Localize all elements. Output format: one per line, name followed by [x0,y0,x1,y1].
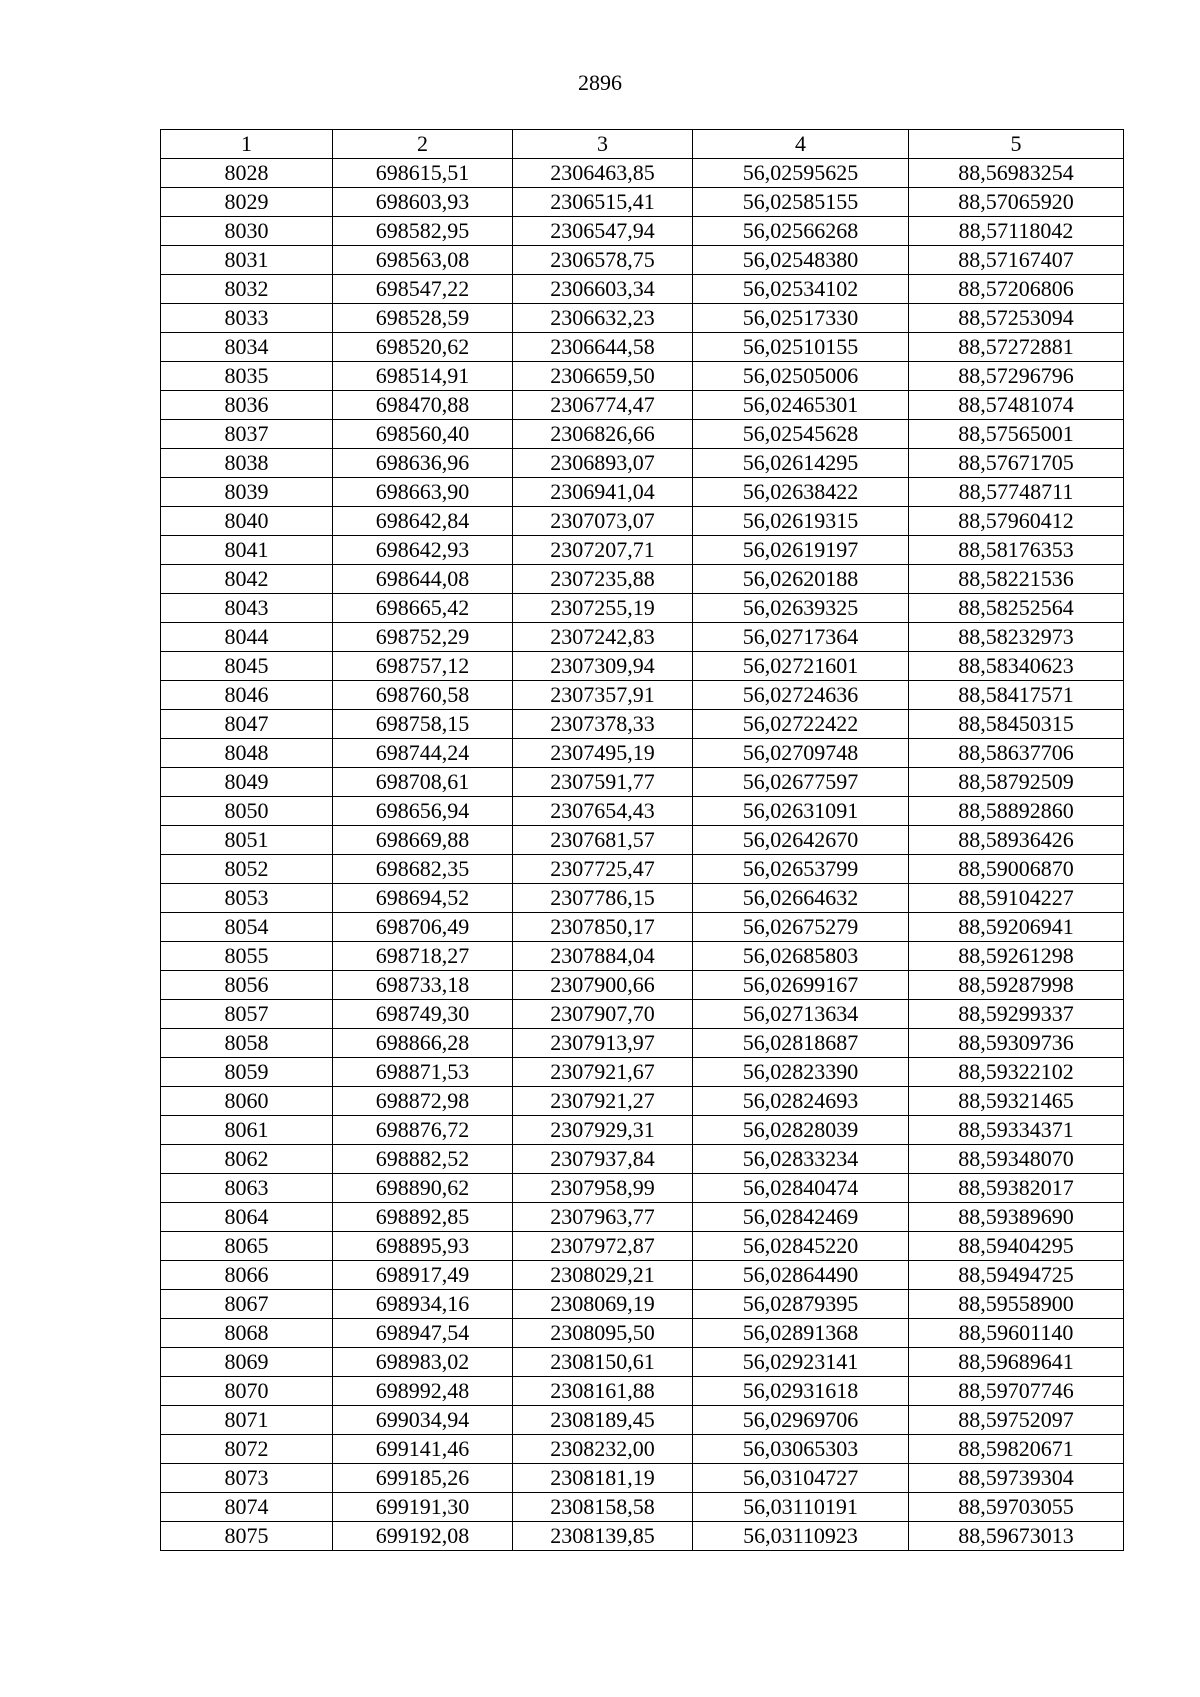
table-cell: 2307913,97 [513,1029,693,1058]
table-cell: 56,02722422 [693,710,909,739]
table-cell: 56,03110923 [693,1522,909,1551]
table-cell: 56,02823390 [693,1058,909,1087]
table-cell: 698876,72 [333,1116,513,1145]
table-cell: 2307963,77 [513,1203,693,1232]
table-cell: 56,02638422 [693,478,909,507]
table-cell: 88,58792509 [909,768,1124,797]
table-row [161,275,1124,304]
table-cell: 8052 [161,855,333,884]
table-cell: 698470,88 [333,391,513,420]
table-cell: 88,58892860 [909,797,1124,826]
table-row [161,246,1124,275]
table-cell: 698866,28 [333,1029,513,1058]
table-cell: 8037 [161,420,333,449]
table-cell: 698749,30 [333,1000,513,1029]
table-cell: 56,02931618 [693,1377,909,1406]
table-row [161,1435,1124,1464]
table-cell: 88,59348070 [909,1145,1124,1174]
table-cell: 56,02505006 [693,362,909,391]
table-row [161,304,1124,333]
table-cell: 2307921,27 [513,1087,693,1116]
table-cell: 8048 [161,739,333,768]
table-cell: 698642,84 [333,507,513,536]
table-cell: 88,59382017 [909,1174,1124,1203]
table-cell: 2308069,19 [513,1290,693,1319]
table-cell: 88,57167407 [909,246,1124,275]
table-cell: 698882,52 [333,1145,513,1174]
table-row [161,362,1124,391]
table-cell: 2306826,66 [513,420,693,449]
table-cell: 8033 [161,304,333,333]
table-cell: 56,02548380 [693,246,909,275]
table-cell: 8045 [161,652,333,681]
table-cell: 2306893,07 [513,449,693,478]
table-cell: 8036 [161,391,333,420]
table-cell: 8063 [161,1174,333,1203]
table-cell: 56,02724636 [693,681,909,710]
table-cell: 2307357,91 [513,681,693,710]
table-cell: 698636,96 [333,449,513,478]
table-cell: 2307929,31 [513,1116,693,1145]
table-cell: 88,59601140 [909,1319,1124,1348]
table-cell: 56,02845220 [693,1232,909,1261]
table-cell: 8067 [161,1290,333,1319]
table-cell: 56,02824693 [693,1087,909,1116]
table-cell: 698917,49 [333,1261,513,1290]
table-cell: 2306578,75 [513,246,693,275]
table-cell: 698706,49 [333,913,513,942]
table-cell: 2307073,07 [513,507,693,536]
table-cell: 8061 [161,1116,333,1145]
table-cell: 2306463,85 [513,159,693,188]
table-cell: 698758,15 [333,710,513,739]
table-cell: 8042 [161,565,333,594]
table-cell: 8068 [161,1319,333,1348]
table-cell: 56,02534102 [693,275,909,304]
table-cell: 56,02717364 [693,623,909,652]
table-cell: 88,58252564 [909,594,1124,623]
table-row [161,159,1124,188]
table-cell: 698642,93 [333,536,513,565]
table-row [161,536,1124,565]
table-cell: 88,57481074 [909,391,1124,420]
table-row [161,1058,1124,1087]
table-cell: 8056 [161,971,333,1000]
table-cell: 2307900,66 [513,971,693,1000]
table-row [161,1464,1124,1493]
table-cell: 698514,91 [333,362,513,391]
table-cell: 88,57748711 [909,478,1124,507]
column-header: 1 [161,130,333,159]
table-cell: 8047 [161,710,333,739]
table-cell: 2307681,57 [513,826,693,855]
table-cell: 698582,95 [333,217,513,246]
table-cell: 8031 [161,246,333,275]
table-cell: 2306774,47 [513,391,693,420]
table-cell: 88,59299337 [909,1000,1124,1029]
table-row [161,623,1124,652]
table-cell: 2307786,15 [513,884,693,913]
table-cell: 2307255,19 [513,594,693,623]
table-cell: 88,58176353 [909,536,1124,565]
table-cell: 698708,61 [333,768,513,797]
table-row [161,768,1124,797]
table-cell: 56,02709748 [693,739,909,768]
table-cell: 88,57272881 [909,333,1124,362]
table-cell: 2308189,45 [513,1406,693,1435]
table-cell: 56,02721601 [693,652,909,681]
table-cell: 8034 [161,333,333,362]
table-cell: 56,02833234 [693,1145,909,1174]
table-row [161,971,1124,1000]
table-cell: 698872,98 [333,1087,513,1116]
table-cell: 88,59707746 [909,1377,1124,1406]
table-row [161,797,1124,826]
table-cell: 698669,88 [333,826,513,855]
table-cell: 88,57960412 [909,507,1124,536]
table-cell: 88,58450315 [909,710,1124,739]
table-cell: 698563,08 [333,246,513,275]
table-row [161,217,1124,246]
table-row [161,884,1124,913]
column-header: 3 [513,130,693,159]
table-cell: 8028 [161,159,333,188]
table-row [161,420,1124,449]
table-cell: 8075 [161,1522,333,1551]
table-cell: 56,02566268 [693,217,909,246]
table-cell: 88,57206806 [909,275,1124,304]
table-row [161,681,1124,710]
table-row [161,1174,1124,1203]
table-cell: 8051 [161,826,333,855]
table-header-row [161,130,1124,159]
table-row [161,652,1124,681]
table-cell: 88,57253094 [909,304,1124,333]
table-row [161,507,1124,536]
table-cell: 8035 [161,362,333,391]
table-cell: 2306632,23 [513,304,693,333]
table-cell: 8066 [161,1261,333,1290]
table-cell: 8041 [161,536,333,565]
table-row [161,478,1124,507]
table-cell: 56,02595625 [693,159,909,188]
table-cell: 2306644,58 [513,333,693,362]
table-cell: 56,03110191 [693,1493,909,1522]
table-cell: 698744,24 [333,739,513,768]
table-cell: 2307378,33 [513,710,693,739]
table-cell: 698656,94 [333,797,513,826]
table-cell: 8040 [161,507,333,536]
table-cell: 2307958,99 [513,1174,693,1203]
table-row [161,913,1124,942]
table-cell: 2306547,94 [513,217,693,246]
table-cell: 8054 [161,913,333,942]
table-cell: 56,02864490 [693,1261,909,1290]
table-cell: 8039 [161,478,333,507]
table-cell: 8070 [161,1377,333,1406]
table-cell: 88,59752097 [909,1406,1124,1435]
table-cell: 88,59820671 [909,1435,1124,1464]
table-cell: 698644,08 [333,565,513,594]
page-number: 2896 [578,70,622,95]
table-cell: 2308139,85 [513,1522,693,1551]
table-row [161,594,1124,623]
table-row [161,1522,1124,1551]
table-cell: 88,59739304 [909,1464,1124,1493]
table-cell: 698892,85 [333,1203,513,1232]
table-cell: 2306941,04 [513,478,693,507]
table-cell: 2308029,21 [513,1261,693,1290]
table-cell: 2307972,87 [513,1232,693,1261]
table-cell: 698752,29 [333,623,513,652]
table-cell: 698871,53 [333,1058,513,1087]
column-header: 4 [693,130,909,159]
table-cell: 88,59334371 [909,1116,1124,1145]
table-cell: 698934,16 [333,1290,513,1319]
table-cell: 2308095,50 [513,1319,693,1348]
table-cell: 8062 [161,1145,333,1174]
table-cell: 2307235,88 [513,565,693,594]
table-row [161,1348,1124,1377]
table-row [161,449,1124,478]
table-cell: 8071 [161,1406,333,1435]
table-cell: 698528,59 [333,304,513,333]
table-cell: 8058 [161,1029,333,1058]
table-cell: 88,58936426 [909,826,1124,855]
table-cell: 2308150,61 [513,1348,693,1377]
table-cell: 88,59261298 [909,942,1124,971]
table-cell: 88,58417571 [909,681,1124,710]
table-cell: 88,59309736 [909,1029,1124,1058]
table-cell: 88,58232973 [909,623,1124,652]
table-cell: 8049 [161,768,333,797]
table-cell: 2307495,19 [513,739,693,768]
table-cell: 56,02677597 [693,768,909,797]
table-cell: 8044 [161,623,333,652]
table-row [161,942,1124,971]
table-row [161,1290,1124,1319]
table-cell: 698733,18 [333,971,513,1000]
table-cell: 56,02891368 [693,1319,909,1348]
table-cell: 56,02653799 [693,855,909,884]
table-row [161,333,1124,362]
table-cell: 698603,93 [333,188,513,217]
table-cell: 8065 [161,1232,333,1261]
table-cell: 88,59558900 [909,1290,1124,1319]
table-row [161,710,1124,739]
table-cell: 88,59104227 [909,884,1124,913]
table-row [161,1000,1124,1029]
table-cell: 698615,51 [333,159,513,188]
table-cell: 2306659,50 [513,362,693,391]
table-cell: 2307921,67 [513,1058,693,1087]
table-cell: 2306603,34 [513,275,693,304]
table-cell: 88,59673013 [909,1522,1124,1551]
table-row [161,1087,1124,1116]
table-row [161,1116,1124,1145]
table-cell: 2308161,88 [513,1377,693,1406]
table-cell: 88,58637706 [909,739,1124,768]
table-cell: 698890,62 [333,1174,513,1203]
table-cell: 88,59287998 [909,971,1124,1000]
table-cell: 56,02614295 [693,449,909,478]
column-header: 2 [333,130,513,159]
table-cell: 88,59322102 [909,1058,1124,1087]
table-cell: 2307591,77 [513,768,693,797]
table-cell: 56,02969706 [693,1406,909,1435]
table-cell: 2307884,04 [513,942,693,971]
table-cell: 8059 [161,1058,333,1087]
table-cell: 699192,08 [333,1522,513,1551]
table-cell: 8057 [161,1000,333,1029]
table-cell: 56,02545628 [693,420,909,449]
table-cell: 56,02664632 [693,884,909,913]
table-cell: 8074 [161,1493,333,1522]
table-cell: 56,02620188 [693,565,909,594]
table-row [161,1261,1124,1290]
table-cell: 698757,12 [333,652,513,681]
table-cell: 88,58340623 [909,652,1124,681]
table-cell: 2307937,84 [513,1145,693,1174]
table-cell: 56,02465301 [693,391,909,420]
table-cell: 8029 [161,188,333,217]
table-cell: 2307309,94 [513,652,693,681]
table-cell: 8072 [161,1435,333,1464]
table-row [161,1029,1124,1058]
table-cell: 698520,62 [333,333,513,362]
table-cell: 56,02685803 [693,942,909,971]
table-cell: 698718,27 [333,942,513,971]
table-cell: 56,03065303 [693,1435,909,1464]
table-cell: 8050 [161,797,333,826]
table-cell: 56,02642670 [693,826,909,855]
coordinates-table [160,129,1124,1551]
table-cell: 2307907,70 [513,1000,693,1029]
table-row [161,855,1124,884]
table-cell: 699191,30 [333,1493,513,1522]
table-cell: 56,02585155 [693,188,909,217]
table-row [161,565,1124,594]
table-cell: 2308181,19 [513,1464,693,1493]
table-cell: 56,02675279 [693,913,909,942]
table-cell: 2307242,83 [513,623,693,652]
table-cell: 88,59389690 [909,1203,1124,1232]
table-cell: 56,02879395 [693,1290,909,1319]
table-cell: 698682,35 [333,855,513,884]
table-cell: 88,59206941 [909,913,1124,942]
table-cell: 8073 [161,1464,333,1493]
table-cell: 8064 [161,1203,333,1232]
table-row [161,1406,1124,1435]
table-cell: 698560,40 [333,420,513,449]
table-row [161,1145,1124,1174]
table-cell: 2308232,00 [513,1435,693,1464]
table-cell: 88,57565001 [909,420,1124,449]
table-cell: 8032 [161,275,333,304]
table-cell: 88,59006870 [909,855,1124,884]
table-cell: 56,03104727 [693,1464,909,1493]
table-cell: 88,57296796 [909,362,1124,391]
table-cell: 8043 [161,594,333,623]
table-cell: 8053 [161,884,333,913]
table-row [161,1232,1124,1261]
table-row [161,739,1124,768]
table-cell: 88,58221536 [909,565,1124,594]
table-cell: 698760,58 [333,681,513,710]
table-cell: 698694,52 [333,884,513,913]
table-cell: 56,02840474 [693,1174,909,1203]
table-row [161,1493,1124,1522]
table-cell: 56,02818687 [693,1029,909,1058]
table-cell: 698983,02 [333,1348,513,1377]
table-row [161,826,1124,855]
table-cell: 88,56983254 [909,159,1124,188]
table-cell: 698665,42 [333,594,513,623]
table-cell: 698663,90 [333,478,513,507]
table-cell: 56,02510155 [693,333,909,362]
table-cell: 56,02639325 [693,594,909,623]
table-row [161,1377,1124,1406]
table-cell: 699141,46 [333,1435,513,1464]
table-body [161,159,1124,1551]
table-cell: 56,02619197 [693,536,909,565]
table-cell: 56,02619315 [693,507,909,536]
table-cell: 698992,48 [333,1377,513,1406]
table-cell: 698947,54 [333,1319,513,1348]
column-header: 5 [909,130,1124,159]
table-cell: 56,02842469 [693,1203,909,1232]
table-cell: 699185,26 [333,1464,513,1493]
table-cell: 88,57671705 [909,449,1124,478]
table-cell: 8030 [161,217,333,246]
table-cell: 8038 [161,449,333,478]
table-row [161,1203,1124,1232]
table-cell: 88,57118042 [909,217,1124,246]
table-row [161,391,1124,420]
table-cell: 698547,22 [333,275,513,304]
table-cell: 2307850,17 [513,913,693,942]
table-cell: 2307725,47 [513,855,693,884]
table-cell: 8046 [161,681,333,710]
table-cell: 2308158,58 [513,1493,693,1522]
table-cell: 88,59404295 [909,1232,1124,1261]
table-cell: 56,02699167 [693,971,909,1000]
table-cell: 2306515,41 [513,188,693,217]
table-cell: 88,59703055 [909,1493,1124,1522]
table-row [161,188,1124,217]
table-cell: 88,59321465 [909,1087,1124,1116]
table-cell: 2307207,71 [513,536,693,565]
table-cell: 8069 [161,1348,333,1377]
table-cell: 88,59689641 [909,1348,1124,1377]
table-row [161,1319,1124,1348]
table-cell: 56,02517330 [693,304,909,333]
table-cell: 699034,94 [333,1406,513,1435]
table-cell: 56,02828039 [693,1116,909,1145]
table-cell: 8055 [161,942,333,971]
table-cell: 2307654,43 [513,797,693,826]
table-cell: 88,59494725 [909,1261,1124,1290]
table-cell: 88,57065920 [909,188,1124,217]
table-cell: 56,02923141 [693,1348,909,1377]
table-cell: 56,02631091 [693,797,909,826]
table-cell: 56,02713634 [693,1000,909,1029]
table-cell: 698895,93 [333,1232,513,1261]
table-cell: 8060 [161,1087,333,1116]
